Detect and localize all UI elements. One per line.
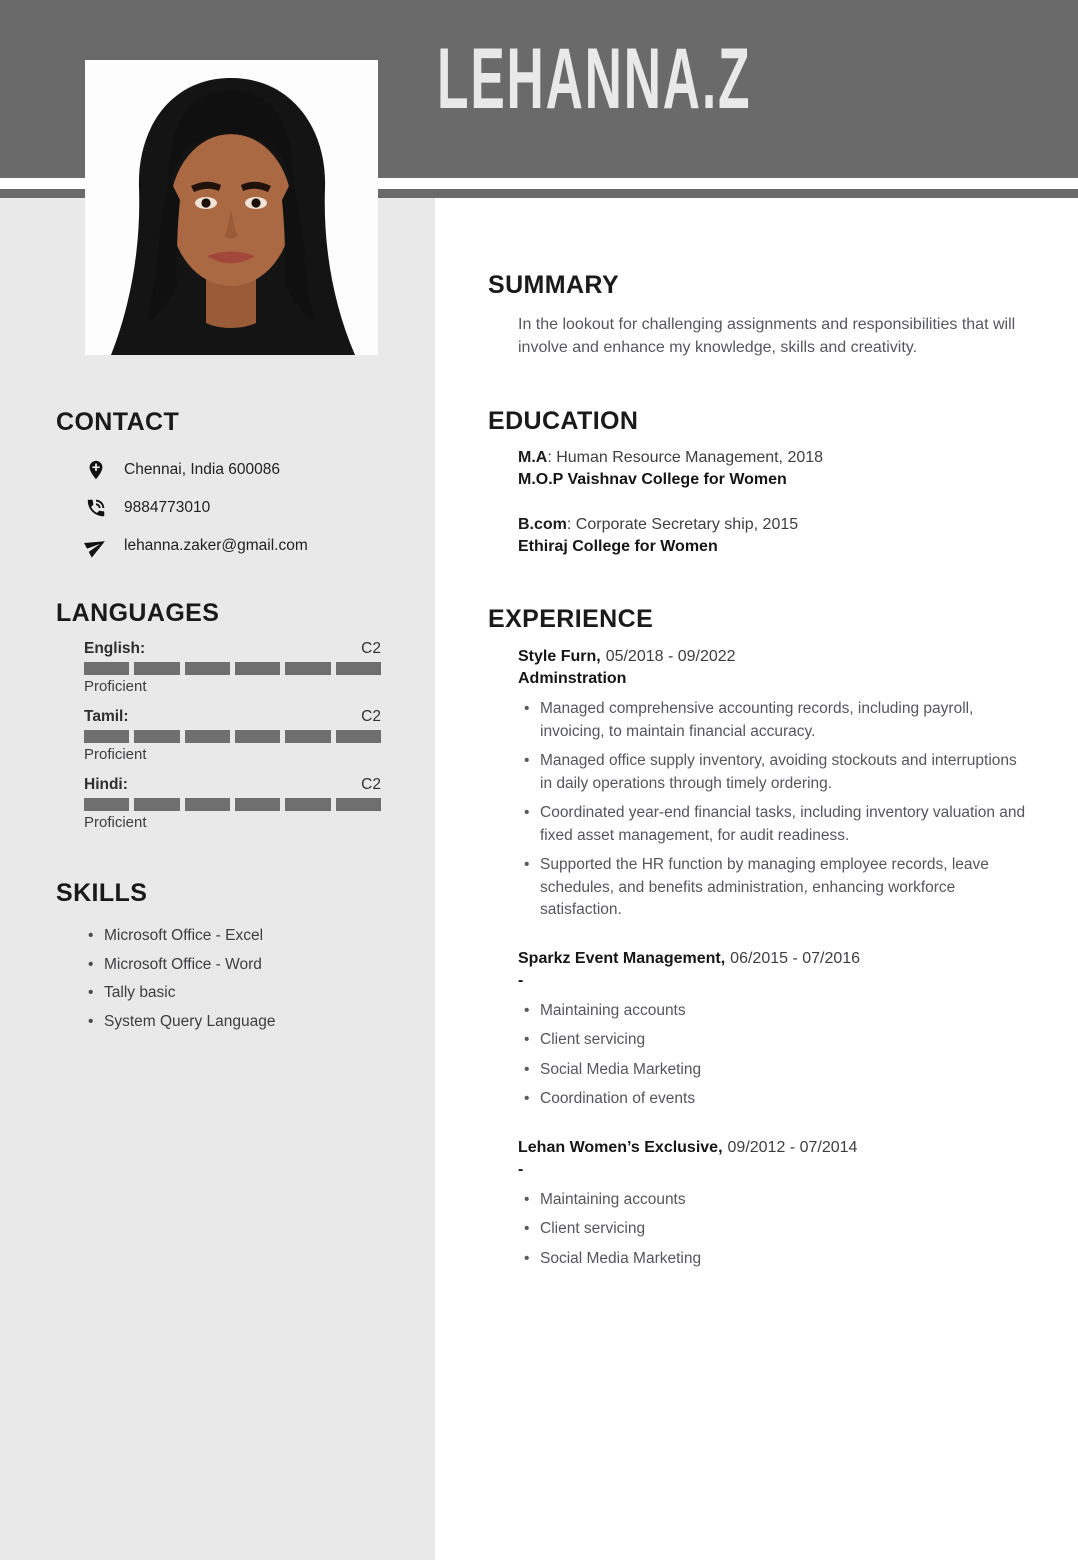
- education-degree-line: [518, 514, 1033, 536]
- job-bullet: • Coordination of events: [524, 1088, 1033, 1111]
- job-bullet: • Client servicing: [524, 1029, 1033, 1052]
- job-dates: 06/2015 - 07/2016: [730, 949, 861, 967]
- experience-section: [488, 605, 1033, 1270]
- job-bullet: • Managed office supply inventory, avoiding stockouts and interruptions in daily operations through timely ordering.: [524, 750, 1033, 795]
- skill-item: • System Query Language: [88, 1014, 405, 1030]
- profile-photo: [85, 60, 378, 355]
- contact-heading: CONTACT: [56, 408, 180, 436]
- job-header: [518, 646, 1033, 668]
- language-level-bar: [84, 798, 381, 811]
- education-list: [518, 447, 1033, 558]
- language-name: English:: [84, 640, 146, 657]
- language-level-bar: [84, 662, 381, 675]
- job-header: [518, 1137, 1033, 1159]
- education-school: M.O.P Vaishnav College for Women: [518, 471, 787, 488]
- degree-detail: : Human Resource Management, 2018: [547, 449, 824, 466]
- language-item-english: [84, 640, 381, 695]
- language-level: C2: [361, 776, 381, 793]
- language-name: Hindi:: [84, 776, 128, 793]
- languages-list: [56, 640, 405, 831]
- job-entry-sparkz: [518, 948, 1033, 1111]
- language-row: [84, 776, 381, 794]
- summary-text: In the lookout for challenging assignments and responsibilities that will involve and enhance my knowledge, skills and creativity.: [518, 316, 1016, 356]
- language-level: C2: [361, 708, 381, 725]
- degree-detail: : Corporate Secretary ship, 2015: [566, 516, 799, 533]
- job-bullet: • Social Media Marketing: [524, 1059, 1033, 1082]
- language-name: Tamil:: [84, 708, 129, 725]
- job-entry-lehan: [518, 1137, 1033, 1271]
- job-bullet: • Social Media Marketing: [524, 1248, 1033, 1271]
- degree-name: M.A: [518, 449, 548, 466]
- job-role: -: [518, 1160, 524, 1178]
- phone-icon: [84, 497, 107, 520]
- main-content: [435, 198, 1078, 1560]
- contact-text-email: lehanna.zaker@gmail.com: [124, 537, 308, 554]
- education-entry: [518, 514, 1033, 558]
- degree-name: B.com: [518, 516, 567, 533]
- contact-item-email: [84, 527, 405, 565]
- skill-item: • Microsoft Office - Word: [88, 957, 405, 973]
- language-row: [84, 640, 381, 658]
- job-bullet-list: [524, 1189, 1033, 1271]
- language-descriptor: Proficient: [84, 678, 147, 695]
- job-bullet: • Supported the HR function by managing employee records, leave schedules, and benefits administration, enhancing workforce satisfaction.: [524, 854, 1033, 922]
- skills-heading: SKILLS: [56, 879, 148, 907]
- education-heading: EDUCATION: [488, 407, 639, 435]
- contact-section: [56, 408, 405, 565]
- location-pin-icon: [84, 459, 107, 482]
- summary-section: [488, 271, 1033, 359]
- language-level-bar: [84, 730, 381, 743]
- job-bullet: • Maintaining accounts: [524, 1189, 1033, 1212]
- job-company: Style Furn,: [518, 648, 601, 665]
- job-company: Lehan Women’s Exclusive,: [518, 1138, 723, 1156]
- contact-list: [56, 451, 405, 565]
- job-dates: 05/2018 - 09/2022: [605, 648, 736, 665]
- job-company: Sparkz Event Management,: [518, 949, 726, 967]
- language-descriptor: Proficient: [84, 746, 147, 763]
- skills-section: [56, 879, 405, 1029]
- job-bullet: • Client servicing: [524, 1218, 1033, 1241]
- job-role: Adminstration: [518, 670, 627, 687]
- contact-text-phone: 9884773010: [124, 499, 211, 516]
- job-bullet: • Managed comprehensive accounting records, including payroll, invoicing, to maintain financial accuracy.: [524, 698, 1033, 743]
- contact-text-location: Chennai, India 600086: [124, 461, 280, 478]
- portrait-illustration: [85, 60, 378, 355]
- education-school: Ethiraj College for Women: [518, 538, 718, 555]
- sidebar: [0, 198, 435, 1560]
- job-bullet: • Maintaining accounts: [524, 1000, 1033, 1023]
- contact-item-phone: [84, 489, 405, 527]
- education-section: [488, 407, 1033, 558]
- experience-heading: EXPERIENCE: [488, 605, 654, 633]
- language-descriptor: Proficient: [84, 814, 147, 831]
- job-header: [518, 948, 1033, 970]
- education-entry: [518, 447, 1033, 491]
- skill-item: • Tally basic: [88, 985, 405, 1001]
- languages-heading: LANGUAGES: [56, 599, 220, 627]
- job-dates: 09/2012 - 07/2014: [727, 1138, 858, 1156]
- language-row: [84, 708, 381, 726]
- job-entry-style-furn: [518, 646, 1033, 922]
- education-degree-line: [518, 447, 1033, 469]
- languages-section: [56, 599, 405, 831]
- summary-heading: SUMMARY: [488, 271, 620, 299]
- skills-list: [88, 928, 405, 1029]
- contact-item-location: [84, 451, 405, 489]
- name-title: LEHANNA.Z: [437, 31, 752, 127]
- skill-item: • Microsoft Office - Excel: [88, 928, 405, 944]
- job-bullet: • Coordinated year-end financial tasks, including inventory valuation and fixed asset management, for audit readiness.: [524, 802, 1033, 847]
- language-item-tamil: [84, 708, 381, 763]
- paper-plane-icon: [84, 535, 107, 558]
- language-item-hindi: [84, 776, 381, 831]
- job-bullet-list: [524, 698, 1033, 922]
- job-bullet-list: [524, 1000, 1033, 1111]
- job-role: -: [518, 971, 524, 989]
- language-level: C2: [361, 640, 381, 657]
